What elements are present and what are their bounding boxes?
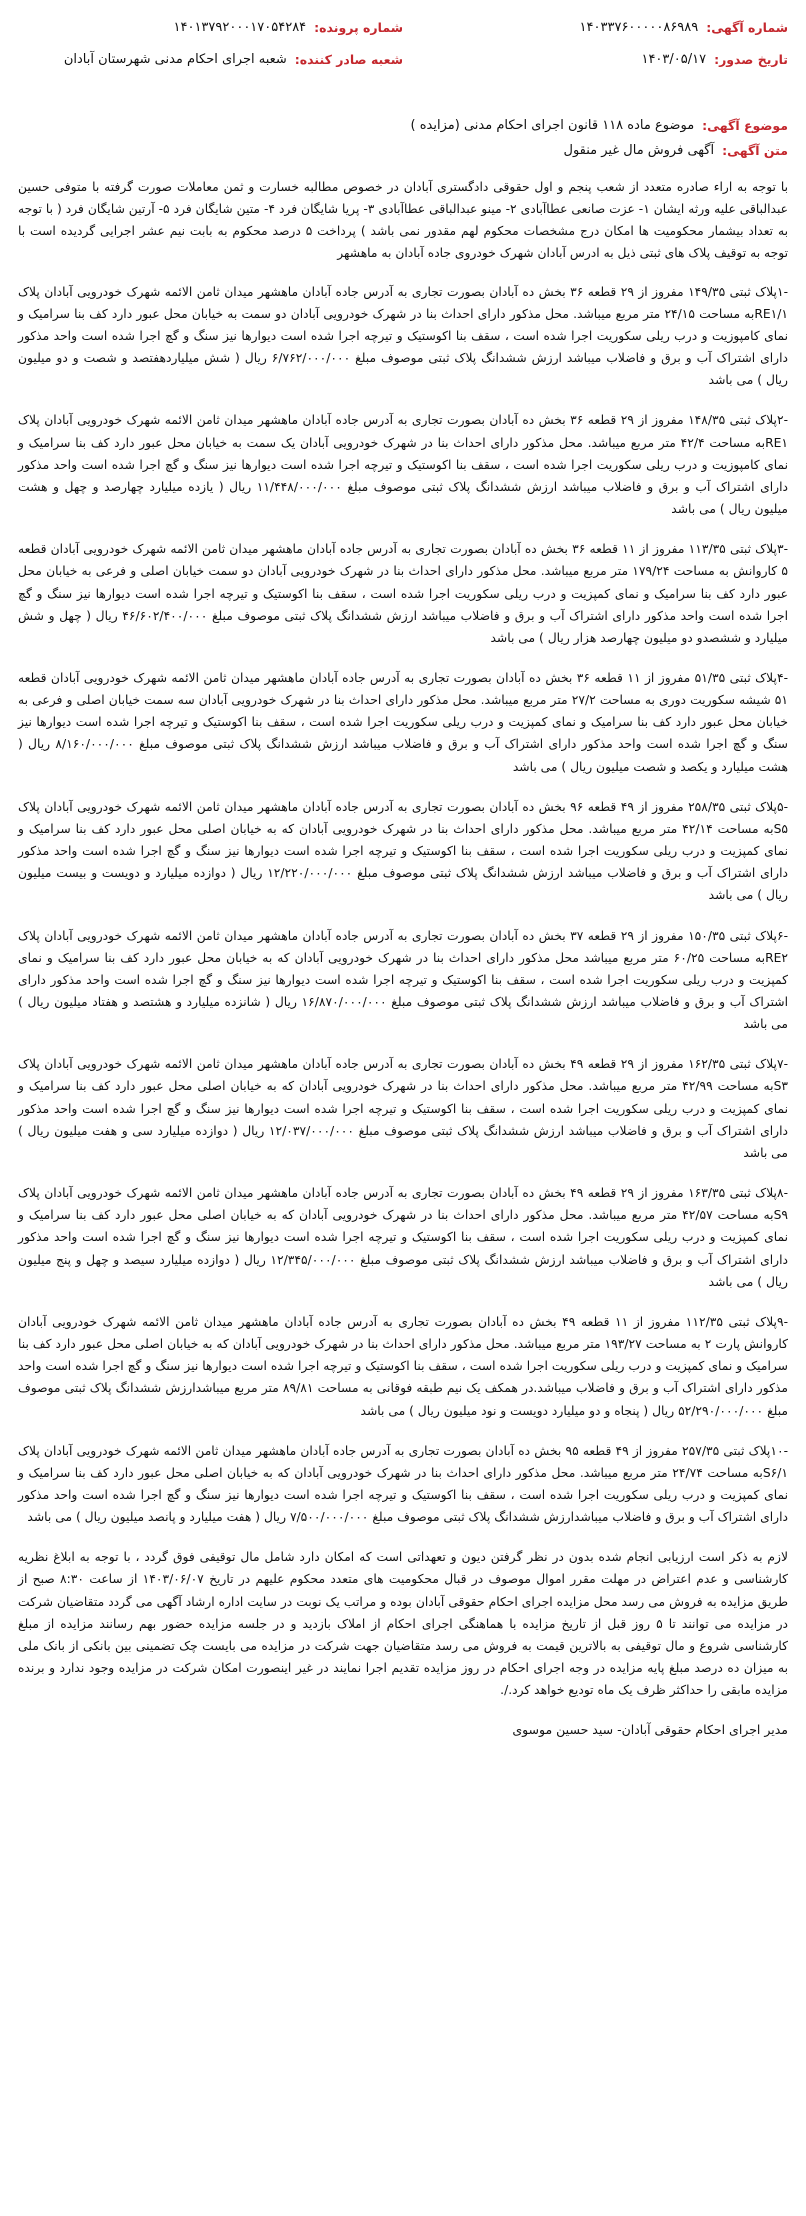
property-item-4: -۴پلاک ثبتی ۵۱/۳۵ مفروز از ۱۱ قطعه ۳۶ بخش ده آبادان بصورت تجاری به آدرس جاده آبادان ماهشهر میدان ثامن الائمه شهرک خودرویی آبادان قطعه ۵۱ شیشه سکوریت دوری به مساحت ۲۷/۲ متر مربع میباشد. محل مذکور دارای احداث بنا در شهرک خودرویی آبادان سه سمت خیابان اصلی و فرعی به خیابان محل عبور دارد کف بنا سرامیک و نمای کمپزیت و درب ریلی سکوریت اجرا شده است ، سقف بنا اکوستیک و تیرچه اجرا شده است دیوارها نیز سنگ و گچ اجرا شده است واحد مذکور دارای اشتراک آب و برق و فاضلاب میباشد ارزش ششدانگ پلاک ثبتی موصوف مبلغ ۸/۱۶۰/۰۰۰/۰۰۰ ریال ( هشت میلیارد و یکصد و شصت میلیون ریال ) می باشد	[18, 670, 788, 774]
property-item-8: -۸پلاک ثبتی ۱۶۳/۳۵ مفروز از ۲۹ قطعه ۴۹ بخش ده آبادان بصورت تجاری به آدرس جاده آبادان ماهشهر میدان ثامن الائمه شهرک خودرویی آبادان پلاک S۹به مساحت ۴۲/۵۷ متر مربع میباشد. محل مذکور دارای احداث بنا در شهرک خودرویی آبادان که به خیابان اصلی محل عبور دارد کف بنا سرامیک و نمای کمپزیت و درب ریلی سکوریت اجرا شده است ، سقف بنا اکوستیک و تیرچه اجرا شده است دیوارها نیز سنگ و گچ اجرا شده است واحد مذکور دارای اشتراک آب و برق و فاضلاب میباشد ارزش ششدانگ پلاک ثبتی موصوف مبلغ ۱۲/۳۴۵/۰۰۰/۰۰۰ ریال ( دوازده میلیارد سیصد و چهل و پنج میلیون ریال ) می باشد	[18, 1186, 788, 1289]
property-item-10: -۱۰پلاک ثبتی ۲۵۷/۳۵ مفروز از ۴۹ قطعه ۹۵ بخش ده آبادان بصورت تجاری به آدرس جاده آبادان ماهشهر میدان ثامن الائمه شهرک خودرویی آبادان پلاک S۶/۱به مساحت ۲۴/۷۴ متر مربع میباشد. محل مذکور دارای احداث بنا در شهرک خودرویی آبادان که به خیابان اصلی محل عبور دارد کف بنا سرامیک و نمای کمپزیت و درب ریلی سکوریت اجرا شده است ، سقف بنا اکوستیک و تیرچه اجرا شده است دیوارها نیز سنگ و گچ اجرا شده است واحد مذکور دارای اشتراک آب و برق و فاضلاب میباشدارزش ششدانگ پلاک ثبتی موصوف مبلغ ۷/۵۰۰/۰۰۰/۰۰۰ ریال ( هفت میلیارد و پانصد میلیون ریال ) می باشد	[18, 1443, 789, 1525]
case-number-value: ۱۴۰۱۳۷۹۲۰۰۰۱۷۰۵۴۲۸۴	[173, 19, 307, 35]
ad-number-label: شماره آگهی:	[706, 19, 788, 35]
ad-number-row	[403, 14, 788, 40]
issue-date-value: ۱۴۰۳/۰۵/۱۷	[641, 51, 707, 67]
signature: مدیر اجرای احکام حقوقی آبادان- سید حسین موسوی	[512, 1722, 788, 1738]
issuing-branch-row	[18, 46, 403, 72]
ad-number-value: ۱۴۰۳۳۷۶۰۰۰۰۰۸۶۹۸۹	[579, 19, 699, 35]
issuing-branch-label: شعبه صادر کننده:	[294, 51, 403, 67]
topic-row	[18, 112, 788, 138]
property-item-1: -۱پلاک ثبتی ۱۴۹/۳۵ مفروز از ۲۹ قطعه ۳۶ بخش ده آبادان بصورت تجاری به آدرس جاده آبادان ماهشهر میدان ثامن الائمه شهرک خودرویی آبادان پلاک RE۱/۱به مساحت ۲۴/۱۵ متر مربع میباشد. محل مذکور دارای احداث بنا در شهرک خودرویی آبادان دو سمت به خیابان محل عبور دارد کف بنا سرامیک و نمای کامپوزیت و درب ریلی سکوریت اجرا شده است ، سقف بنا اکوستیک و تیرچه اجرا شده است دیوارها نیز سنگ و گچ اجرا شده است واحد مذکور دارای اشتراک آب و برق و فاضلاب میباشد ارزش ششدانگ پلاک ثبتی موصوف مبلغ ۶/۷۶۲/۰۰۰/۰۰۰ ریال ( شش میلیاردهفتصد و شصت و دو میلیون ریال ) می باشد	[18, 284, 788, 388]
property-item-3: -۳پلاک ثبتی ۱۱۳/۳۵ مفروز از ۱۱ قطعه ۳۶ بخش ده آبادان بصورت تجاری به آدرس جاده آبادان ماهشهر میدان ثامن الائمه شهرک خودرویی آبادان قطعه ۵ کاروانش به مساحت ۱۷۹/۲۴ متر مربع میباشد. محل مذکور دارای احداث بنا در شهرک خودرویی آبادان دو سمت خیابان اصلی و فرعی به خیابان محل عبور دارد کف بنا سرامیک و نمای کمپزیت و درب ریلی سکوریت اجرا شده است ، سقف بنا اکوستیک و تیرچه اجرا شده است دیوارها نیز سنگ و گچ اجرا شده است واحد مذکور دارای اشتراک آب و برق و فاضلاب میباشد ارزش ششدانگ پلاک ثبتی موصوف مبلغ ۴۶/۶۰۲/۴۰۰/۰۰۰ ریال ( چهل و شش میلیارد و ششصدو دو میلیون چهارصد هزار ریال ) می باشد	[18, 542, 788, 645]
header-left-column	[18, 14, 403, 72]
case-number-label: شماره پرونده:	[314, 19, 403, 35]
notice-body	[18, 176, 788, 1742]
intro-paragraph: با توجه به اراء صادره متعدد از شعب پنجم و اول حقوقی دادگستری آبادان در خصوص مطالبه خسارت و ثمن معاملات صورت گرفته با متوفی حسین عبدالباقی علیه ورثه ایشان ۱- عزت صانعی عطاآبادی ۲- مینو عبدالباقی عطاآبادی ۳- پریا شایگان فرد ۴- متین شایگان فرد ۵- آرتین شایگان فرد ( با توجه به تعداد بیشمار محکومیت ها امکان درج مشخصات محکوم لهم مقدور نمی باشد ) پرداخت ۵ درصد محکوم به بابت نیم عشر اجرایی گردیده است با توجه به توقیف پلاک های ثبتی ذیل به ادرس آبادان شهرک خودروی جاده آبادان به ماهشهر	[18, 180, 789, 261]
notice-header	[18, 14, 788, 112]
property-item-7: -۷پلاک ثبتی ۱۶۲/۳۵ مفروز از ۲۹ قطعه ۴۹ بخش ده آبادان بصورت تجاری به آدرس جاده آبادان ماهشهر میدان ثامن الائمه شهرک خودرویی آبادان پلاک S۳به مساحت ۴۲/۹۹ متر مربع میباشد. محل مذکور دارای احداث بنا در شهرک خودرویی آبادان که به خیابان اصلی محل عبور دارد کف بنا سرامیک و نمای کمپزیت و درب ریلی سکوریت اجرا شده است ، سقف بنا اکوستیک و تیرچه اجرا شده است دیوارها نیز سنگ و گچ اجرا شده است واحد مذکور دارای اشتراک آب و برق و فاضلاب میباشد ارزش ششدانگ پلاک ثبتی موصوف مبلغ ۱۲/۰۳۷/۰۰۰/۰۰۰ ریال ( دوازده میلیارد سی و هفت میلیون ریال ) می باشد	[18, 1057, 788, 1160]
conditions-paragraph: لازم به ذکر است ارزیابی انجام شده بدون در نظر گرفتن دیون و تعهداتی است که امکان دارد شامل مال توقیفی فوق گردد ، با توجه به ابلاغ نظریه کارشناسی و عدم اعتراض در مهلت مقرر اموال موصوف در قبال محکومیت های متعدد محکوم علیهم در تاریخ ۱۴۰۳/۰۶/۰۷ از ساعت ۸:۳۰ صبح از طریق مزایده به فروش می رسد محل مزایده اجرای احکام حقوقی آبادان بوده و مراتب یک نوبت در سایت اداره ارشاد آگهی می گردد متقاضیان شرکت در مزایده می توانند تا ۵ روز قبل از تاریخ مزایده با هماهنگی اجرای احکام از املاک بازدید و در جلسه مزایده حضور بهم رسانند مزایده از مبلغ کارشناسی شروع و مال توقیفی به بالاترین قیمت به فروش می رسد متقاضیان جهت شرکت در مزایده می بایست چک تضمینی بین بانکی از بانک ملی به میزان ده درصد مبلغ پایه مزایده در وجه اجرای احکام در روز مزایده تقدیم اجرا نمایند در غیر اینصورت امکان شرکت در مزایده وجود ندارد و برنده مزایده مابقی را حداکثر ظرف یک ماه تودیع خواهد کرد./.	[18, 1550, 789, 1698]
property-item-5: -۵پلاک ثبتی ۲۵۸/۳۵ مفروز از ۴۹ قطعه ۹۶ بخش ده آبادان بصورت تجاری به آدرس جاده آبادان ماهشهر میدان ثامن الائمه شهرک خودرویی آبادان پلاک S۵به مساحت ۴۲/۱۴ متر مربع میباشد. محل مذکور دارای احداث بنا در شهرک خودرویی آبادان که به خیابان اصلی محل عبور دارد کف بنا سرامیک و نمای کمپزیت و درب ریلی سکوریت اجرا شده است ، سقف بنا اکوستیک و تیرچه اجرا شده است دیوارها نیز سنگ و گچ اجرا شده است واحد مذکور دارای اشتراک آب و برق و فاضلاب میباشد ارزش ششدانگ پلاک ثبتی موصوف مبلغ ۱۲/۲۲۰/۰۰۰/۰۰۰ ریال ( دوازده میلیارد و دویست و بیست میلیون ریال ) می باشد	[18, 799, 788, 903]
header-right-column	[403, 14, 788, 72]
case-number-row	[18, 14, 403, 40]
property-item-9: -۹پلاک ثبتی ۱۱۲/۳۵ مفروز از ۱۱ قطعه ۴۹ بخش ده آبادان بصورت تجاری به آدرس جاده آبادان ماهشهر میدان ثامن الائمه شهرک خودرویی آبادان کاروانش پارت ۲ به مساحت ۱۹۳/۲۷ متر مربع میباشد. محل مذکور دارای احداث بنا در شهرک خودرویی آبادان که به خیابان اصلی محل عبور دارد کف بنا سرامیک و نمای کمپزیت و درب ریلی سکوریت اجرا شده است ، سقف بنا اکوستیک و تیرچه اجرا شده است دیوارها نیز سنگ و گچ اجرا شده است واحد مذکور دارای اشتراک آب و برق و فاضلاب میباشد.در همکف یک نیم طبقه فوقانی به مساحت ۸۹/۸۱ متر مربع میباشدارزش ششدانگ پلاک ثبتی موصوف مبلغ ۵۲/۲۹۰/۰۰۰/۰۰۰ ریال ( پنجاه و دو میلیارد دویست و نود میلیون ریال ) می باشد	[18, 1314, 789, 1418]
subject-row	[18, 138, 788, 162]
subject-label: متن آگهی:	[722, 142, 788, 158]
topic-label: موضوع آگهی:	[702, 117, 788, 133]
issue-date-row	[403, 46, 788, 72]
issue-date-label: تاریخ صدور:	[714, 51, 788, 67]
property-item-2: -۲پلاک ثبتی ۱۴۸/۳۵ مفروز از ۲۹ قطعه ۳۶ بخش ده آبادان بصورت تجاری به آدرس جاده آبادان ماهشهر میدان ثامن الائمه شهرک خودرویی آبادان پلاک RE۱به مساحت ۴۲/۴ متر مربع میباشد. محل مذکور دارای احداث بنا در شهرک خودرویی آبادان یک سمت به خیابان محل عبور دارد کف بنا سرامیک و نمای کامپوزیت و درب ریلی سکوریت اجرا شده است ، سقف بنا اکوستیک و تیرچه اجرا شده است دیوارها نیز سنگ و گچ اجرا شده است واحد مذکور دارای اشتراک آب و برق و فاضلاب میباشد ارزش ششدانگ پلاک ثبتی موصوف مبلغ ۱۱/۴۴۸/۰۰۰/۰۰۰ ریال ( یازده میلیارد چهارصد و چهل و هشت میلیون ریال ) می باشد	[18, 413, 788, 517]
issuing-branch-value: شعبه اجرای احکام مدنی شهرستان آبادان	[63, 51, 287, 67]
property-item-6: -۶پلاک ثبتی ۱۵۰/۳۵ مفروز از ۲۹ قطعه ۳۷ بخش ده آبادان بصورت تجاری به آدرس جاده آبادان ماهشهر میدان ثامن الائمه شهرک خودرویی آبادان پلاک RE۲به مساحت ۶۰/۲۵ متر مربع میباشد محل مذکور دارای احداث بنا در شهرک خودرویی آبادان که به خیابان محل عبور دارد کف بنا سرامیک و نمای کمپزیت و درب ریلی سکوریت اجرا شده است ، سقف بنا اکوستیک و تیرچه اجرا شده است دیوارها نیز سنگ و گچ اجرا شده است واحد مذکور دارای اشتراک آب و برق و فاضلاب میباشد ارزش ششدانگ پلاک ثبتی موصوف مبلغ ۱۶/۸۷۰/۰۰۰/۰۰۰ ریال ( شانزده میلیارد و هشتصد و هفتاد میلیون ریال ) می باشد	[18, 928, 789, 1032]
topic-value: موضوع ماده ۱۱۸ قانون اجرای احکام مدنی (مزایده )	[410, 117, 695, 133]
subject-value: آگهی فروش مال غیر منقول	[563, 142, 715, 158]
